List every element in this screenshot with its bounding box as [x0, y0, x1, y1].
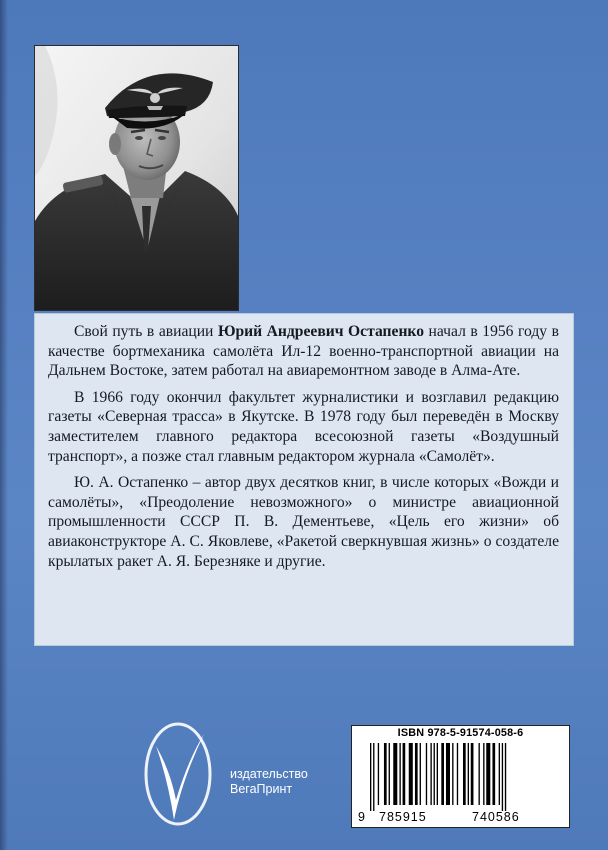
- bio-paragraph-1: Свой путь в авиации Юрий Андреевич Остапенко начал в 1956 году в качестве бортмеханика самолёта Ил-12 военно-транспортной авиации на Дальнем Востоке, затем работал на авиаремонтном заводе в Алма-Ате.: [48, 323, 559, 380]
- barcode-bar: [468, 743, 469, 805]
- barcode-bar: [483, 743, 484, 805]
- barcode-bar: [399, 743, 400, 805]
- barcode-bar: [393, 743, 397, 805]
- barcode-bar: [384, 743, 387, 805]
- barcode-bar: [420, 743, 421, 805]
- barcode-bar: [486, 743, 490, 805]
- barcode-bar: [434, 743, 435, 805]
- barcode-bar: [479, 743, 480, 805]
- barcode-bar: [389, 743, 390, 805]
- barcode-bar: [437, 743, 438, 805]
- bio-paragraph-2: В 1966 году окончил факультет журналистики и возглавил редакцию газеты «Северная трасса» в Якутске. В 1978 году был переведён в Москву заместителем главного редактора всесоюзной газеты «Воздушный транспорт», а позже стал главным редактором журнала «Самолёт».: [48, 388, 559, 465]
- spine-shadow: [0, 0, 8, 850]
- author-photo: [34, 45, 239, 311]
- barcode-group-left: 785915: [379, 810, 427, 824]
- publisher-line-2: ВегаПринт: [230, 782, 293, 796]
- barcode-bar: [370, 743, 371, 811]
- isbn-barcode: [351, 725, 570, 828]
- barcode-bar: [457, 743, 458, 805]
- author-name: Юрий Андреевич Остапенко: [217, 323, 425, 340]
- barcode-bar: [499, 743, 500, 805]
- isbn-label: ISBN 978-5-91574-058-6: [397, 727, 524, 739]
- barcode-bar: [446, 743, 450, 805]
- publisher-line-1: издательство: [230, 767, 308, 781]
- barcode-bar: [426, 743, 427, 805]
- barcode-bar: [463, 743, 466, 805]
- barcode-bar: [378, 743, 379, 805]
- barcode-bar: [415, 743, 418, 805]
- bio-paragraph-3: Ю. А. Остапенко – автор двух десятков книг, в числе которых «Вожди и самолёты», «Преодоление невозможного» о министре авиационной промышленности СССР П. В. Дементьеве, «Цель его жизни» об авиаконструкторе А. С. Яковлеве, «Ракетой сверкнувшая жизнь» о создателе крылатых ракет А. Я. Березняке и другие.: [48, 474, 559, 570]
- barcode-bar: [441, 743, 444, 805]
- barcode-group-right: 740586: [472, 810, 520, 824]
- barcode-bar: [471, 743, 474, 805]
- barcode-bar: [452, 743, 453, 805]
- barcode-bar: [373, 743, 374, 811]
- barcode-bar: [502, 743, 503, 811]
- barcode-digit-first: 9: [358, 810, 366, 824]
- barcode-bar: [430, 743, 431, 805]
- barcode-bars: [368, 743, 558, 811]
- publisher-name: [230, 767, 308, 797]
- barcode-bar: [403, 743, 406, 805]
- biography-panel: [34, 313, 574, 646]
- barcode-bar: [409, 743, 413, 805]
- barcode-bar: [505, 743, 506, 811]
- publisher-logo-icon: [138, 720, 218, 830]
- barcode-bar: [492, 743, 495, 805]
